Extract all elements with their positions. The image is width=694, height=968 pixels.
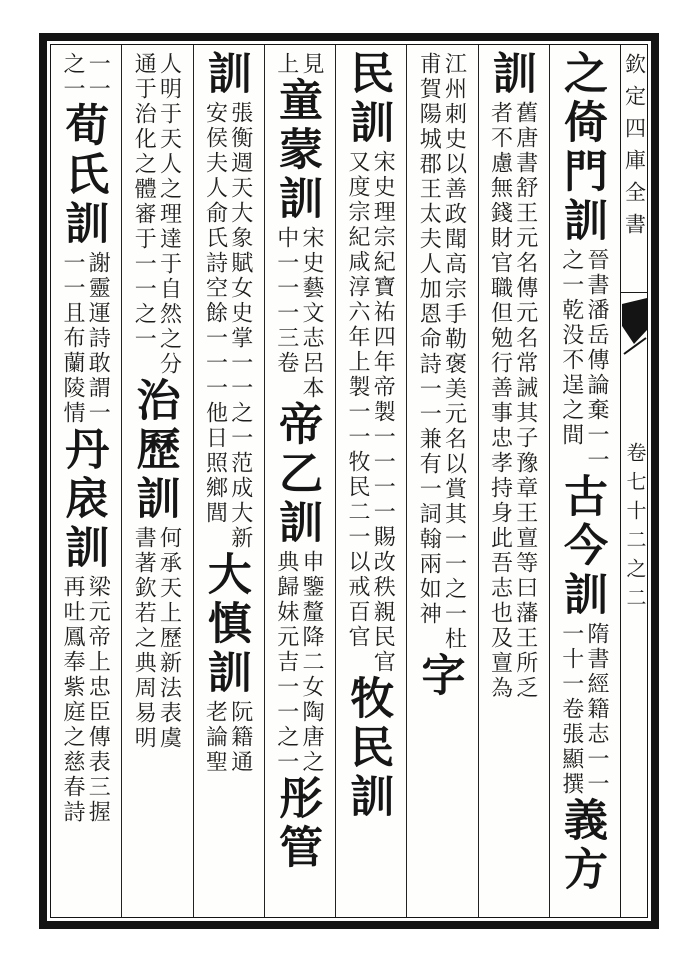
entry-title-text: 民訓 [343, 50, 393, 148]
annotation-line-left: 典歸妹元吉一一之一 [274, 550, 300, 775]
annotation-line-left: 書著欽若之典周易明 [132, 526, 158, 751]
annotation-line-left: 一一且布蘭陵情 [60, 251, 86, 426]
fish-tail-icon [622, 298, 647, 356]
entry-title-text: 彤管 [272, 775, 322, 873]
banxin-column [620, 45, 647, 917]
text-column [406, 45, 477, 917]
text-columns [51, 45, 620, 917]
entry-title-text: 訓 [485, 50, 535, 99]
entry-title-text: 童蒙訓 [272, 77, 322, 224]
text-column [478, 45, 549, 917]
annotation-note [61, 52, 112, 102]
annotation-note [417, 52, 468, 652]
annotation-note [61, 251, 112, 426]
annotation-note [346, 150, 397, 675]
text-column [193, 45, 264, 917]
annotation-line-left: 甫賀陽城郡王太夫人加恩命詩一一兼有一詞翰兩如神 [417, 52, 443, 627]
annotation-note [203, 101, 254, 551]
annotation-line-left: 中一一一三卷 [274, 226, 300, 376]
entry-title-text: 字 [414, 652, 464, 701]
banxin-header-box [621, 45, 647, 293]
entry-title-text: 之倚門訓 [557, 50, 607, 246]
annotation-note [61, 575, 112, 825]
text-column [121, 45, 192, 917]
annotation-line-right: 宋史理宗紀寶祐四年帝製一一一一賜改秩親民官 [371, 150, 397, 675]
annotation-line-right: 阮籍通 [228, 700, 254, 775]
entry-title-text: 大慎訓 [200, 551, 250, 698]
annotation-line-right: 隋書經籍志一一 [585, 622, 610, 797]
text-column [549, 45, 620, 917]
annotation-line-left: 老論聖 [203, 700, 229, 775]
entry-title-text: 荀氏訓 [58, 102, 108, 249]
entry-title-text: 牧民訓 [343, 675, 393, 822]
annotation-line-right: 見 [300, 52, 325, 77]
annotation-line-left: 再吐鳳奉紫庭之慈春詩 [60, 575, 86, 825]
annotation-note [559, 622, 610, 797]
annotation-line-right: 晉書潘岳傳論棄一一 [585, 248, 610, 473]
annotation-line-right: 申鑒釐降二女陶唐之 [300, 550, 325, 775]
page-frame [50, 44, 648, 918]
banxin-title: 欽定四庫全書 [622, 53, 647, 245]
text-column [264, 45, 335, 917]
entry-title-text: 義方 [557, 797, 607, 895]
annotation-note [559, 248, 610, 473]
annotation-line-left: 通于治化之體審于一一之一 [132, 52, 158, 352]
annotation-line-right: 梁元帝上忠臣傳表三握 [86, 575, 112, 825]
annotation-line-right: 一一 [86, 52, 112, 102]
entry-title-text: 丹扆訓 [58, 426, 108, 573]
annotation-note [203, 700, 254, 775]
annotation-line-left: 者不慮無錢財官職但勉行善事忠孝持身此吾志也及亶為 [488, 101, 514, 701]
annotation-line-left: 又度宗紀咸淳六年上製一一牧民二一以戒百官 [345, 150, 371, 650]
annotation-line-left: 一十一卷張顯撰 [559, 622, 585, 797]
annotation-line-right: 人明于天人之理達于自然之分 [157, 52, 183, 377]
text-column [335, 45, 406, 917]
volume-label: 卷七十二之二 [623, 442, 645, 616]
text-column [51, 45, 121, 917]
annotation-note [132, 52, 183, 377]
annotation-line-right: 宋史藝文志呂本 [300, 226, 325, 401]
annotation-line-right: 張衡週天大象賦女史掌一一之一范成大新 [228, 101, 254, 551]
annotation-note [274, 226, 325, 401]
entry-title-text: 古今訓 [557, 473, 607, 620]
annotation-line-right: 舊唐書舒王元名傳元名常誡其子豫章王亶等曰藩王所乏 [513, 101, 539, 701]
annotation-note [488, 101, 539, 701]
entry-title-text: 治歷訓 [129, 377, 179, 524]
annotation-note [132, 526, 183, 751]
entry-title-text: 訓 [200, 50, 250, 99]
annotation-line-right: 謝靈運詩敢謂一 [86, 251, 112, 426]
annotation-note [274, 52, 325, 77]
annotation-line-left: 之一乾没不逞之間 [559, 248, 585, 448]
annotation-line-left: 上 [274, 52, 300, 77]
annotation-note [274, 550, 325, 775]
annotation-line-right: 何承天上歷新法表虞 [157, 526, 183, 751]
annotation-line-left: 之一 [60, 52, 86, 102]
annotation-line-left: 安侯夫人俞氏詩空餘一一一他日照鄉閭 [203, 101, 229, 526]
annotation-line-right: 江州刺史以善政聞高宗手勒褒美元名以賞其一一之一杜 [442, 52, 468, 652]
entry-title-text: 帝乙訓 [272, 401, 322, 548]
